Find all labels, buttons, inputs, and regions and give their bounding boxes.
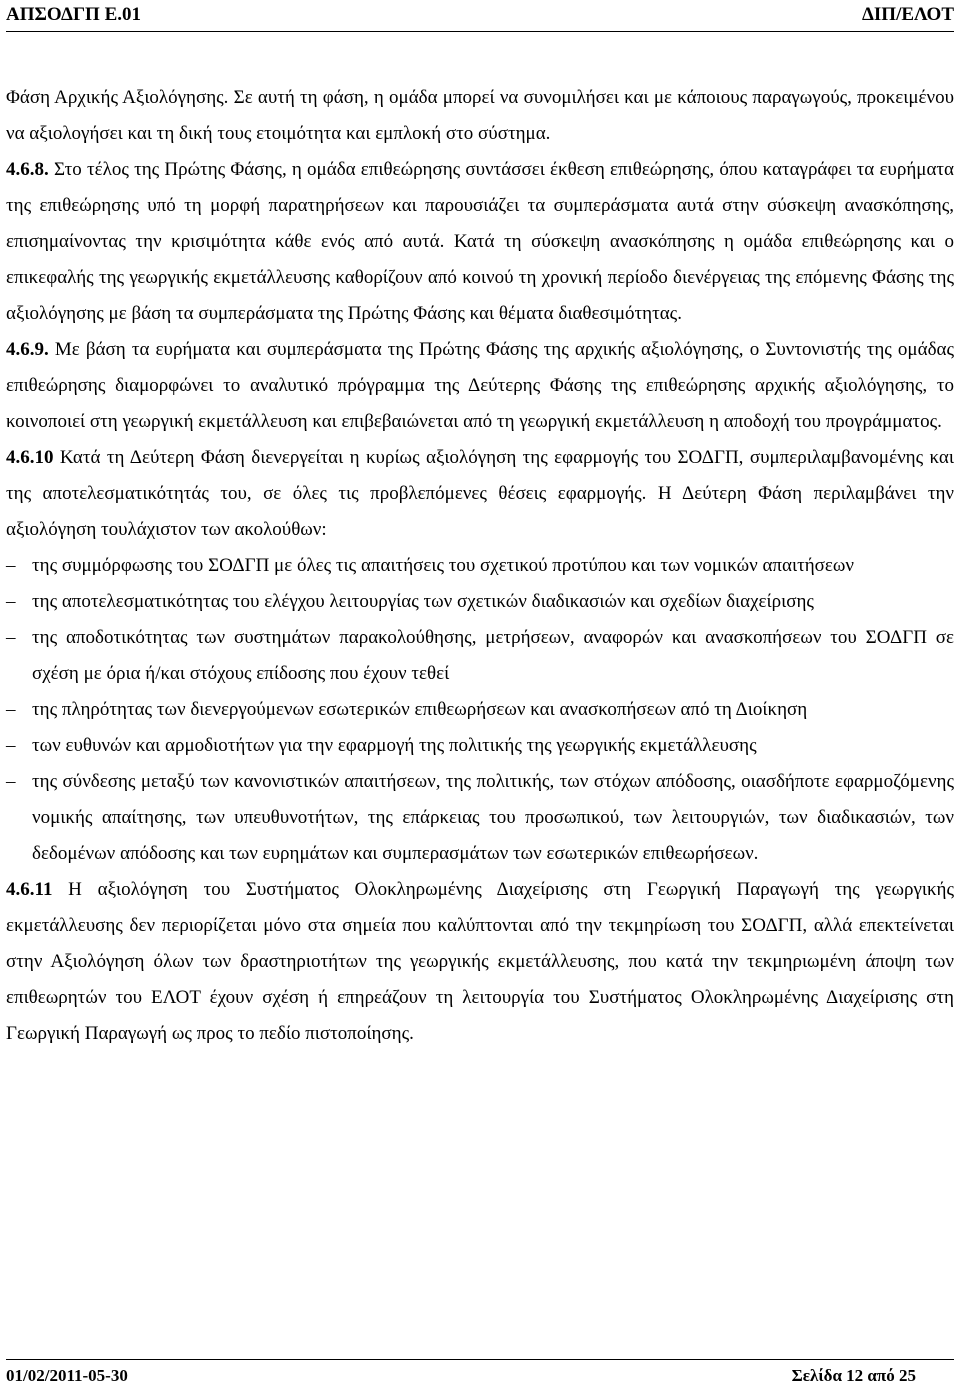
- footer-page-number: Σελίδα 12 από 25: [791, 1366, 916, 1385]
- paragraph-4-6-8: [6, 152, 954, 332]
- paragraph-4-6-11-text: Η αξιολόγηση του Συστήματος Ολοκληρωμένης Διαχείρισης στη Γεωργική Παραγωγή της γεωργικής εκμετάλλευσης δεν περιορίζεται μόνο στα σημεία που καλύπτονται από την τεκμηρίωση του ΣΟΔΓΠ, αλλά επεκτείνεται στην Αξιολόγηση όλων των δραστηριοτήτων της γεωργικής εκμετάλλευσης, που κατά την τεκμηριωμένη άποψη των επιθεωρητών του ΕΛΟΤ έχουν σχέση ή επηρεάζουν τη λειτουργία του Συστήματος Ολοκληρωμένης Διαχείρισης στη Γεωργική Παραγωγή ως προς το πεδίο πιστοποίησης.: [6, 879, 954, 1044]
- paragraph-4-6-9: [6, 332, 954, 440]
- paragraph-4-6-11: [6, 872, 954, 1052]
- paragraph-4-6-8-text: Στο τέλος της Πρώτης Φάσης, η ομάδα επιθεώρησης συντάσσει έκθεση επιθεώρησης, όπου καταγράφει τα ευρήματα της επιθεώρησης υπό τη μορφή παρατηρήσεων και παρουσιάζει τα συμπεράσματα αυτά στην σύσκεψη ανασκόπησης, επισημαίνοντας την κρισιμότητα κάθε ενός από αυτά. Κατά τη σύσκεψη ανασκόπησης η ομάδα επιθεώρησης και ο επικεφαλής της γεωργικής εκμετάλλευσης καθορίζουν από κοινού τη χρονική περίοδο διενέργειας της επόμενης Φάσης της αξιολόγησης με βάση τα συμπεράσματα της Πρώτης Φάσης και θέματα διαθεσιμότητας.: [6, 159, 954, 324]
- document-body: [6, 80, 954, 1052]
- header-organization: ΔΙΠ/ΕΛΟΤ: [861, 4, 954, 25]
- list-item-text: των ευθυνών και αρμοδιοτήτων για την εφαρμογή της πολιτικής της γεωργικής εκμετάλλευσης: [32, 735, 757, 756]
- section-number-4-6-9: 4.6.9.: [6, 339, 49, 360]
- paragraph-intro-text: Φάση Αρχικής Αξιολόγησης. Σε αυτή τη φάση, η ομάδα μπορεί να συνομιλήσει και με κάποιους παραγωγούς, προκειμένου να αξιολογήσει και τη δική τους ετοιμότητα και εμπλοκή στο σύστημα.: [6, 87, 954, 144]
- dash-bullet: –: [6, 591, 16, 612]
- list-item: [6, 692, 954, 728]
- list-item-text: της συμμόρφωσης του ΣΟΔΓΠ με όλες τις απαιτήσεις του σχετικού προτύπου και των νομικών απαιτήσεων: [32, 555, 854, 576]
- list-item: [6, 620, 954, 692]
- header-document-code: ΑΠΣΟΔΓΠ Ε.01: [6, 4, 142, 25]
- paragraph-4-6-10-text: Κατά τη Δεύτερη Φάση διενεργείται η κυρίως αξιολόγηση της εφαρμογής του ΣΟΔΓΠ, συμπεριλαμβανομένης και της αποτελεσματικότητάς του, σε όλες τις προβλεπόμενες θέσεις εφαρμογής. Η Δεύτερη Φάση περιλαμβάνει την αξιολόγηση τουλάχιστον των ακολούθων:: [6, 447, 954, 540]
- section-number-4-6-8: 4.6.8.: [6, 159, 49, 180]
- list-item: [6, 584, 954, 620]
- list-item: [6, 548, 954, 584]
- list-item-text: της πληρότητας των διενεργούμενων εσωτερικών επιθεωρήσεων και ανασκοπήσεων από τη Διοίκηση: [32, 699, 808, 720]
- list-item-text: της αποδοτικότητας των συστημάτων παρακολούθησης, μετρήσεων, αναφορών και ανασκοπήσεων του ΣΟΔΓΠ σε σχέση με όρια ή/και στόχους επίδοσης που έχουν τεθεί: [32, 627, 954, 684]
- evaluation-criteria-list: [6, 548, 954, 872]
- dash-bullet: –: [6, 771, 16, 792]
- dash-bullet: –: [6, 555, 16, 576]
- footer-divider: [6, 1359, 954, 1360]
- dash-bullet: –: [6, 735, 16, 756]
- list-item-text: της αποτελεσματικότητας του ελέγχου λειτουργίας των σχετικών διαδικασιών και σχεδίων διαχείρισης: [32, 591, 814, 612]
- section-number-4-6-10: 4.6.10: [6, 447, 54, 468]
- list-item: [6, 764, 954, 872]
- paragraph-4-6-9-text: Με βάση τα ευρήματα και συμπεράσματα της Πρώτης Φάσης της αρχικής αξιολόγησης, ο Συντονιστής της ομάδας επιθεώρησης διαμορφώνει το αναλυτικό πρόγραμμα της Δεύτερης Φάσης της επιθεώρησης αρχικής αξιολόγησης, το κοινοποιεί στη γεωργική εκμετάλλευση και επιβεβαιώνεται από τη γεωργική εκμετάλλευση η αποδοχή του προγράμματος.: [6, 339, 954, 432]
- page-footer: [6, 1364, 916, 1388]
- footer-date: 01/02/2011-05-30: [6, 1366, 128, 1385]
- dash-bullet: –: [6, 699, 16, 720]
- dash-bullet: –: [6, 627, 16, 648]
- list-item: [6, 728, 954, 764]
- section-number-4-6-11: 4.6.11: [6, 879, 53, 900]
- list-item-text: της σύνδεσης μεταξύ των κανονιστικών απαιτήσεων, της πολιτικής, των στόχων απόδοσης, οιασδήποτε εφαρμοζόμενης νομικής απαίτησης, των υπευθυνοτήτων, της επάρκειας του προσωπικού, των λειτουργιών, των διαδικασιών, των δεδομένων απόδοσης και των ευρημάτων και συμπερασμάτων των εσωτερικών επιθεωρήσεων.: [32, 771, 954, 864]
- paragraph-intro: [6, 80, 954, 152]
- header-divider: [6, 31, 954, 32]
- paragraph-4-6-10: [6, 440, 954, 548]
